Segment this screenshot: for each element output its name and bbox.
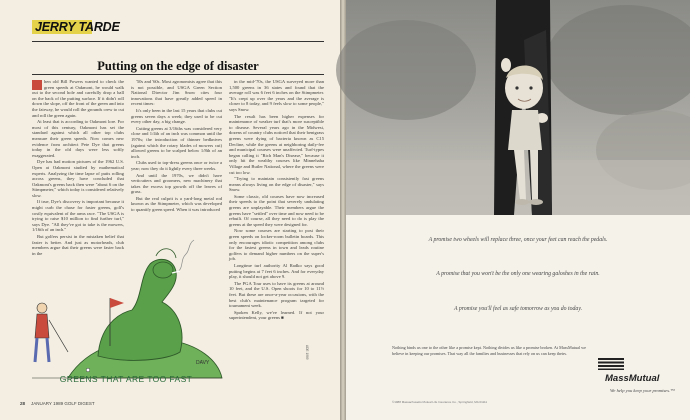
issue-label: JANUARY 1989 GOLF DIGEST [31,401,95,406]
column3-paragraph: Some classic, old courses have now increased their speeds to the point that severely undulating greens are unplayable. Their members argue the greens have "settled" over time and now need to be rebuilt. Of course, all they need to do is play the greens at the speed they were designed for. [229,193,324,227]
column2-paragraph: Cutting greens at 3/16ths was considered very close and 1/4th of an inch was common until the 1970s; the introduction of thinner bedknives (against which the rotary blades of mowers cut) allowed greens to be scalped below 1/8th of an inch. [131,125,222,159]
stripes-icon [598,358,624,370]
massmutual-logo-text: MassMutual [605,373,660,384]
cartoon-caption: GREENS THAT ARE TOO FAST [59,374,193,384]
column1-paragraph: But golfers persist in the mistaken belief that faster is better. And just as motorheads, club members argue that their greens were faster back in the [32,234,124,256]
column3-paragraph: The result has been higher expenses for maintenance of weaker turf that's more susceptible to disease. Several years ago in the Midwest, dozens of country clubs noticed that their bentgrass greens were dying of bacteria known as C15 Decline, while the greens at neighboring daily-fee and municipal courses were unaffected. Turf-types began calling it "Rich Man's Disease," because it only hit the wealthy courses like Minnehaha Village and Butler National, where the greens were cut too low. [229,113,324,175]
column2-paragraph: It's only been in the last 15 years that clubs cut greens seven days a week; they used to be cut every other day, a big change. [131,107,222,125]
left-page [0,0,340,420]
top-rule [32,41,324,42]
ad-legal-text: ©1988 Massachusetts Mutual Life Insurance Co., Springfield, MA 01111 [392,400,488,404]
promise-line-3: A promise you'll feel as safe tomorrow as you do today. [453,306,583,312]
drop-cap [32,80,42,90]
page-folio [20,401,95,406]
article-column-3 [229,79,324,395]
side-reference: ADE 1989 [305,345,309,360]
ad-slogan: We help you keep your promises.™ [610,388,675,393]
column1-paragraph: At least that is according to Oakmont lore. For most of this century, Oakmont has set the standard against which all other top clubs measure their green speeds. Now comes new evidence from architect Pete Dye that greens today in the old days were less softly exaggerated. [32,119,124,158]
columnist-banner [32,20,120,34]
column2-paragraph: '50s and '60s. Most agronomists agree that this is not possible, and USGA Green Section National Director Jim Snow cites four innovations that have greatly added speed in recent times: [131,79,222,107]
column2-paragraph: And until the 1970s, we didn't have verticutters and groomers, new machinery that takes the excess top growth off the leaves of grass. [131,172,222,195]
column1-paragraph: If true, Dye's discovery is important because it might curb the chase for faster greens, golf's costly equivalent of the arms race. "The USGA is trying to raise $10 million to find further turf," says Dye. "All they've got to take is the mowers, 1/16th of an inch." [32,199,124,233]
promise-line-2: A promise that you won't be the only one wearing galoshes in the rain. [436,271,600,277]
column3-paragraph: Spoken Kelly, we've learned. If not your superintendent, your greens ■ [229,309,324,321]
article-column-1 [32,79,124,256]
page-number: 28 [20,401,26,406]
column1-paragraph: Dye has had motion pictures of the 1962 U.S. Open at Oakmont studied by mathematical experts. Analyzing the time lapse of putts rolling across greens, they have concluded that Oakmont's greens back then were "about 6 on the Stimpmeter," which today is considered relatively slow. [32,159,124,198]
cartoon-illustration [28,228,226,398]
column3-paragraph: The PGA Tour uses to have its greens at around 10 feet, and the U.S. Open shoots for 10 to 11½ feet. But these are once-a-year occasions, with the best club's maintenance program targeted for tournament week. [229,280,324,309]
massmutual-logo-mark [598,358,680,370]
child-hiding-photo [346,0,690,215]
cartoon-signature: DAVY [196,360,210,366]
column1-paragraph: hen old Bill Powers wanted to check the green speeds at Oakmont, he would walk out to the second hole and carefully drop a ball on the back of the putting surface. If it didn't roll down the slope, off the front of the green and into the fairway, he would roll the grounds crew to cut and roll the green again. [32,79,124,118]
column3-paragraph: Longtime turf authority Al Radko says good putting begins at 7 feet 6 inches. And for everyday play, it should not get above 9. [229,263,324,280]
cartoon-drawing [28,228,226,398]
headline-rule [32,74,324,75]
column3-paragraph: "Trying to maintain consistently fast greens means always living on the edge of disaster," says Snow. [229,176,324,193]
article-headline: Putting on the edge of disaster [97,59,259,73]
ad-photograph [346,0,690,215]
article-column-2 [131,79,222,220]
column3-paragraph: Now some courses are starting to post their green speeds on locker-room bulletin boards. This only encourages idiotic competition among clubs for the fastest greens in town and leads routine golfers to demand higher numbers on the super's job. [229,228,324,262]
column2-paragraph: Clubs used to top-dress greens once or twice a year; now they do it lightly every three weeks. [131,160,222,171]
column2-paragraph: But the real culprit is a yard-long metal rod known as the Stimpmeter, which was developed to quantify green speed. When it was introduced [131,195,222,213]
right-page-ad [346,0,690,420]
ad-body-text: Nothing binds us one to the other like a promise kept. Nothing divides us like a promise broken. At MassMutual we believe in keeping our promises. That way all the families and businesses that rely on us can keep theirs. [392,345,586,356]
promise-line-1: A promise two wheels will replace three, once your feet can reach the pedals. [428,237,608,243]
columnist-name: JERRY TARDE [35,20,120,34]
column3-paragraph: in the mid-'70s, the USGA surveyed more than 1,500 greens in 36 states and found that the average roll was 6 feet 6 inches on the Stimpmeter. "It's crept up over the years and the average is closer to 8 today, and 9 feels slow to some people," says Snow. [229,79,324,112]
